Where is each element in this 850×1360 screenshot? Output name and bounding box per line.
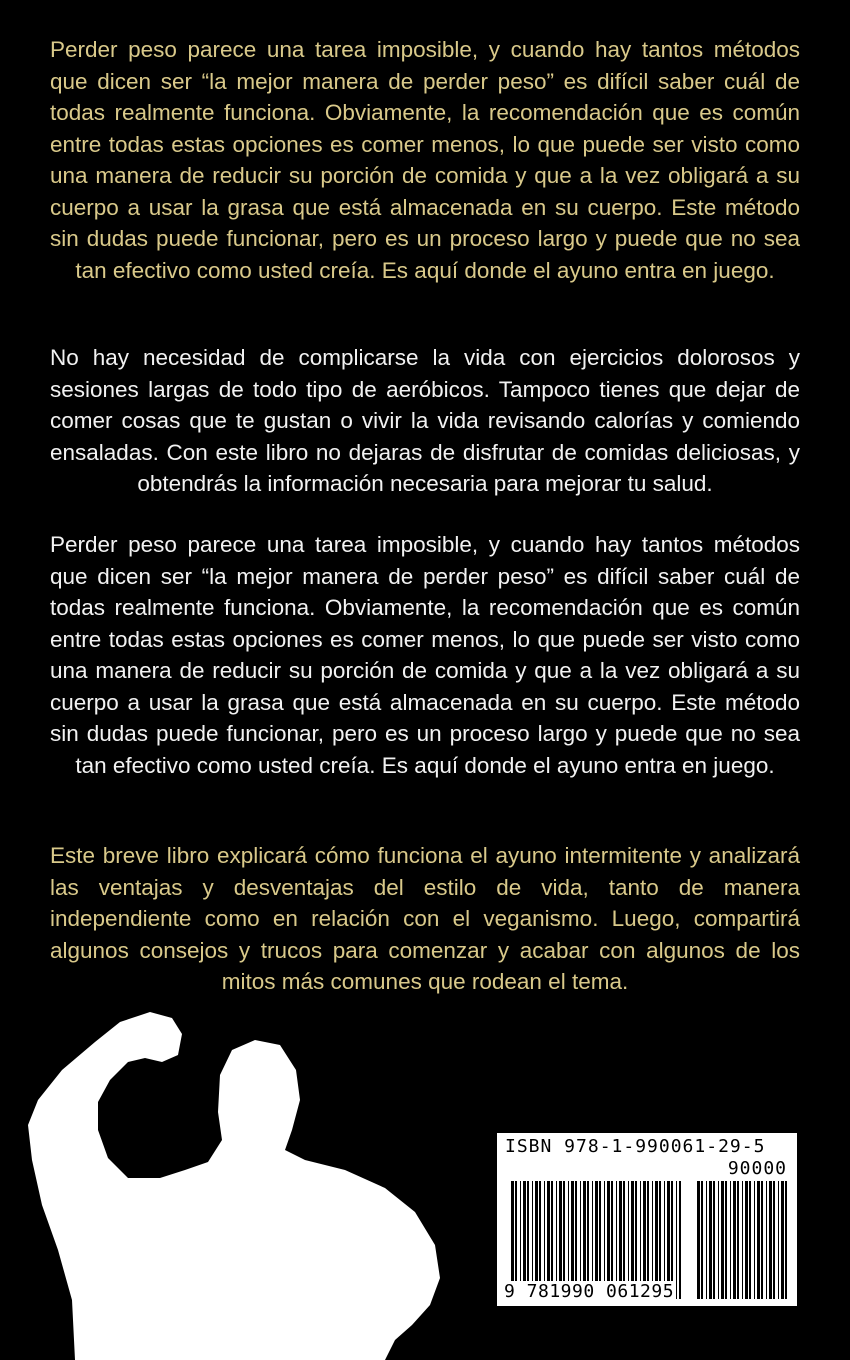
paragraph-1: Perder peso parece una tarea imposible, y cuando hay tantos métodos que dicen ser “la mejor manera de perder peso” es difícil saber cuál de todas realmente funciona. Obviamente, la recomendación que es común entre todas estas opciones es comer menos, lo que puede ser visto como una manera de reducir su porción de comida y que a la vez obligará a su cuerpo a usar la grasa que está almacenada en su cuerpo. Este método sin dudas puede funcionar, pero es un proceso largo y puede que no sea tan efectivo como usted creía. Es aquí donde el ayuno entra en juego. (50, 37, 800, 283)
isbn-barcode-box (497, 1133, 797, 1306)
paragraph-3: Perder peso parece una tarea imposible, y cuando hay tantos métodos que dicen ser “la mejor manera de perder peso” es difícil saber cuál de todas realmente funciona. Obviamente, la recomendación que es común entre todas estas opciones es comer menos, lo que puede ser visto como una manera de reducir su porción de comida y que a la vez obligará a su cuerpo a usar la grasa que está almacenada en su cuerpo. Este método sin dudas puede funcionar, pero es un proceso largo y puede que no sea tan efectivo como usted creía. Es aquí donde el ayuno entra en juego. (50, 532, 800, 778)
paragraph-2: No hay necesidad de complicarse la vida con ejercicios dolorosos y sesiones largas de todo tipo de aeróbicos. Tampoco tienes que dejar de comer cosas que te gustan o vivir la vida revisando calorías y comiendo ensaladas. Con este libro no dejaras de disfrutar de comidas deliciosas, y obtendrás la información necesaria para mejorar tu salud. (50, 345, 800, 496)
isbn-label: ISBN 978-1-990061-29-5 (505, 1136, 766, 1157)
paragraph-4: Este breve libro explicará cómo funciona el ayuno intermitente y analizará las ventajas y desventajas del estilo de vida, tanto de manera independiente como en relación con el veganismo. Luego, compartirá algunos consejos y trucos para comenzar y acabar con algunos de los mitos más comunes que rodean el tema. (50, 843, 800, 994)
barcode-addon: 90000 (727, 1158, 787, 1179)
barcode-digits: 9 781990 061295 (504, 1281, 675, 1302)
barcode-addon-bars (697, 1181, 787, 1299)
flexing-man-silhouette-icon (0, 1000, 470, 1360)
